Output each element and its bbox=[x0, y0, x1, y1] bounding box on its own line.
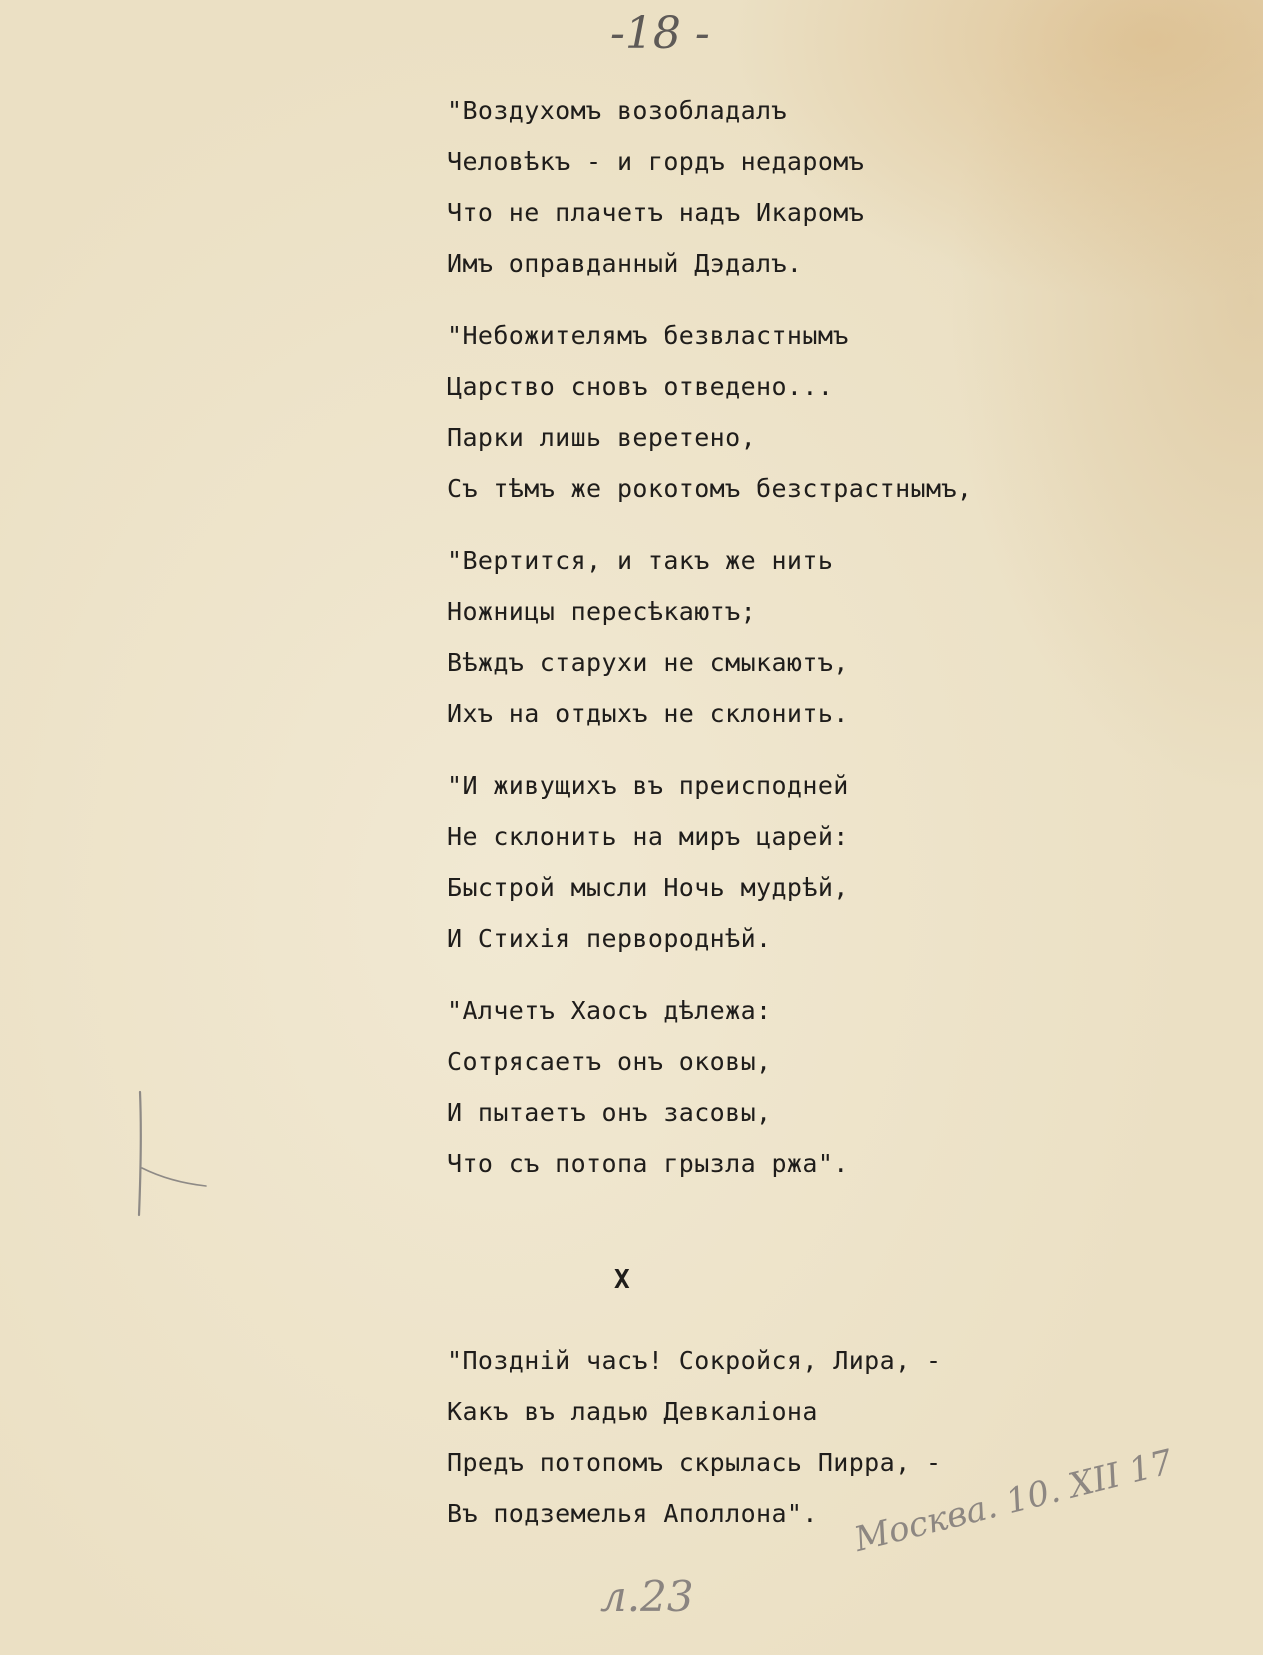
stanza-line: Быстрой мысли Ночь мудрѣй, bbox=[447, 873, 849, 902]
stanza-4 bbox=[447, 760, 849, 964]
archive-sheet-number: л.23 bbox=[600, 1572, 694, 1621]
stanza-line: Человѣкъ - и гордъ недаромъ bbox=[447, 147, 865, 176]
stanza-1 bbox=[447, 85, 864, 289]
stanza-line: Ножницы пересѣкаютъ; bbox=[447, 597, 757, 626]
stanza-line: И пытаетъ онъ засовы, bbox=[447, 1098, 772, 1127]
stanza-final bbox=[447, 1335, 941, 1539]
stanza-line: Вѣждъ старухи не смыкаютъ, bbox=[447, 648, 849, 677]
stanza-line: Въ подземелья Аполлона". bbox=[447, 1499, 818, 1528]
stanza-2 bbox=[447, 310, 972, 514]
stanza-5 bbox=[447, 985, 849, 1189]
stanza-line: Предъ потопомъ скрылась Пирра, - bbox=[447, 1448, 942, 1477]
stanza-line: Съ тѣмъ же рокотомъ безстрастнымъ, bbox=[447, 474, 973, 503]
stanza-line: Сотрясаетъ онъ оковы, bbox=[447, 1047, 772, 1076]
stanza-line: Ихъ на отдыхъ не склонить. bbox=[447, 699, 849, 728]
stanza-line: Не склонить на миръ царей: bbox=[447, 822, 849, 851]
stanza-line: "Поздній часъ! Сокройся, Лира, - bbox=[447, 1346, 942, 1375]
stanza-line: Царство сновъ отведено... bbox=[447, 372, 834, 401]
section-number: X bbox=[614, 1265, 630, 1295]
stanza-line: Что не плачетъ надъ Икаромъ bbox=[447, 198, 865, 227]
stanza-line: "Небожителямъ безвластнымъ bbox=[447, 321, 849, 350]
stanza-line: "Алчетъ Хаосъ дѣлежа: bbox=[447, 996, 772, 1025]
stanza-line: И Стихія первороднѣй. bbox=[447, 924, 772, 953]
stanza-3 bbox=[447, 535, 849, 739]
stanza-line: Какъ въ ладью Девкаліона bbox=[447, 1397, 818, 1426]
stanza-line: "И живущихъ въ преисподней bbox=[447, 771, 849, 800]
stanza-line: Что съ потопа грызла ржа". bbox=[447, 1149, 849, 1178]
page-number: -18 - bbox=[610, 8, 710, 59]
stanza-line: "Воздухомъ возобладалъ bbox=[447, 96, 787, 125]
stanza-line: Парки лишь веретено, bbox=[447, 423, 757, 452]
place-date-note: Москва. 10. XII 17 bbox=[850, 1442, 1177, 1560]
stanza-line: Имъ оправданный Дэдалъ. bbox=[447, 249, 803, 278]
pencil-margin-mark-icon bbox=[130, 1090, 210, 1220]
stanza-line: "Вертится, и такъ же нить bbox=[447, 546, 834, 575]
